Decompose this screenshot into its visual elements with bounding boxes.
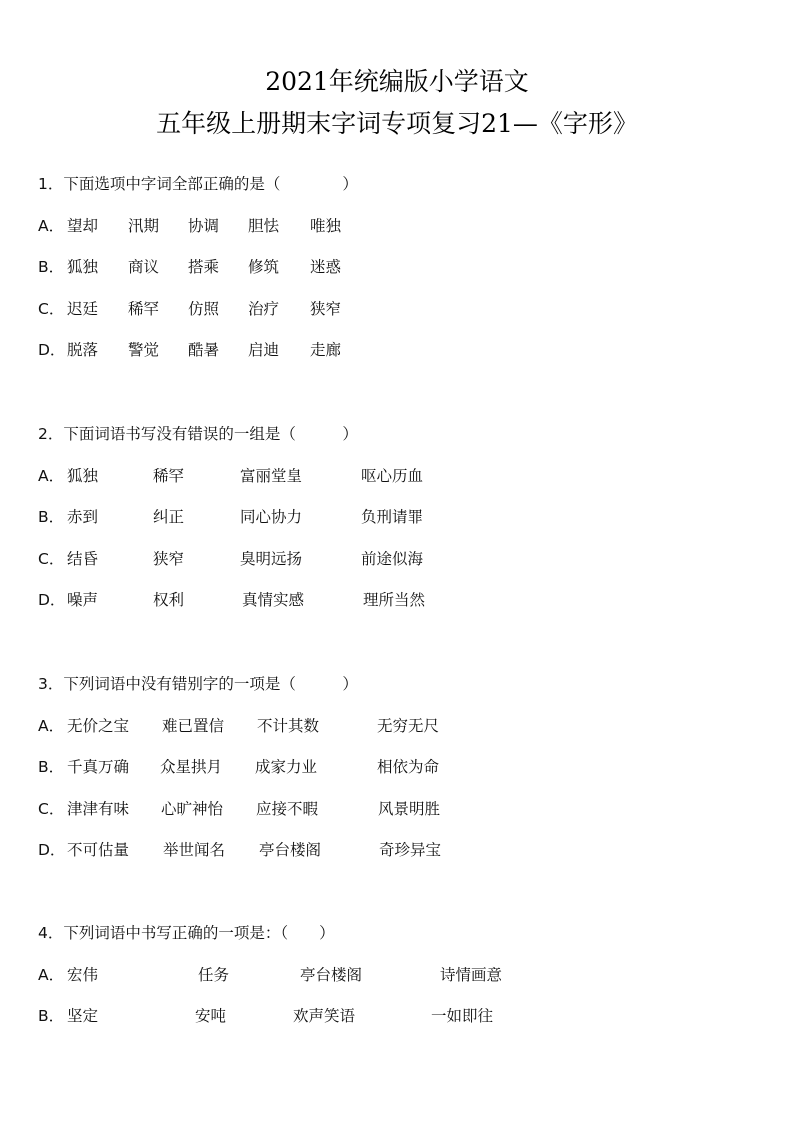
option-word: 狐独 bbox=[67, 466, 99, 485]
option-word: 相依为命 bbox=[377, 758, 440, 776]
option-label: A． bbox=[38, 965, 65, 984]
option-word: 真情实感 bbox=[242, 591, 305, 609]
option-a bbox=[38, 714, 758, 738]
option-label: D． bbox=[38, 591, 66, 609]
option-label: A． bbox=[38, 716, 65, 735]
option-word: 不可估量 bbox=[67, 841, 130, 859]
option-label: A． bbox=[38, 216, 65, 235]
option-word: 狭窄 bbox=[310, 299, 342, 318]
option-label: A． bbox=[38, 466, 65, 485]
question-stem: 4．下列词语中书写正确的一项是：（ ） bbox=[38, 924, 335, 942]
option-label: C． bbox=[38, 299, 65, 318]
option-d bbox=[38, 588, 758, 612]
option-word: 搭乘 bbox=[188, 258, 220, 276]
question-stem: 3．下列词语中没有错别字的一项是（ ） bbox=[38, 675, 358, 693]
option-word: 治疗 bbox=[248, 299, 280, 318]
option-b bbox=[38, 755, 758, 779]
option-word: 臭明远扬 bbox=[240, 549, 303, 568]
question-stem: 2．下面词语书写没有错误的一组是（ ） bbox=[38, 425, 358, 443]
option-a bbox=[38, 464, 758, 488]
option-word: 理所当然 bbox=[363, 591, 426, 609]
option-word: 修筑 bbox=[248, 258, 280, 276]
option-word: 亭台楼阁 bbox=[259, 841, 322, 859]
option-word: 一如即往 bbox=[431, 1007, 494, 1025]
option-d bbox=[38, 838, 758, 862]
option-word: 无穷无尺 bbox=[377, 716, 440, 735]
document-title: 2021年统编版小学语文 bbox=[265, 67, 529, 96]
option-word: 不计其数 bbox=[257, 716, 320, 735]
option-label: D． bbox=[38, 341, 66, 359]
option-label: B． bbox=[38, 1007, 65, 1025]
option-word: 亭台楼阁 bbox=[300, 965, 363, 984]
option-word: 胆怯 bbox=[248, 216, 280, 235]
option-word: 成家力业 bbox=[255, 758, 318, 776]
option-word: 结昏 bbox=[67, 549, 99, 568]
option-word: 无价之宝 bbox=[67, 716, 130, 735]
option-word: 安吨 bbox=[195, 1007, 227, 1025]
option-word: 赤到 bbox=[67, 508, 99, 526]
option-word: 纠正 bbox=[153, 508, 185, 526]
option-c bbox=[38, 547, 758, 571]
option-word: 仿照 bbox=[188, 299, 220, 318]
option-word: 奇珍异宝 bbox=[379, 841, 442, 859]
option-word: 稀罕 bbox=[128, 299, 160, 318]
option-a bbox=[38, 963, 758, 987]
option-label: C． bbox=[38, 799, 65, 818]
option-word: 同心协力 bbox=[240, 508, 303, 526]
option-word: 迷惑 bbox=[310, 258, 342, 276]
option-word: 稀罕 bbox=[153, 466, 185, 485]
option-word: 负刑请罪 bbox=[361, 508, 424, 526]
option-word: 风景明胜 bbox=[378, 799, 441, 818]
option-word: 富丽堂皇 bbox=[240, 466, 303, 485]
question-3 bbox=[38, 672, 758, 862]
question-4 bbox=[38, 921, 758, 1028]
question-stem: 1．下面选项中字词全部正确的是（ ） bbox=[38, 175, 358, 193]
option-word: 唯独 bbox=[310, 216, 342, 235]
option-label: B． bbox=[38, 758, 65, 776]
option-word: 酷暑 bbox=[188, 341, 220, 359]
option-label: D． bbox=[38, 841, 66, 859]
document-subtitle: 五年级上册期末字词专项复习21—《字形》 bbox=[156, 109, 638, 138]
option-word: 汛期 bbox=[128, 216, 160, 235]
option-word: 脱落 bbox=[67, 341, 99, 359]
option-label: B． bbox=[38, 508, 65, 526]
option-word: 启迪 bbox=[248, 341, 280, 359]
option-word: 宏伟 bbox=[67, 965, 99, 984]
option-word: 警觉 bbox=[128, 341, 160, 359]
option-a bbox=[38, 214, 758, 238]
option-b bbox=[38, 505, 758, 529]
option-word: 望却 bbox=[67, 216, 99, 235]
option-word: 诗情画意 bbox=[440, 965, 503, 984]
option-word: 呕心历血 bbox=[361, 466, 424, 485]
option-c bbox=[38, 297, 758, 321]
option-label: B． bbox=[38, 258, 65, 276]
option-word: 众星拱月 bbox=[160, 758, 223, 776]
option-word: 心旷神怡 bbox=[161, 799, 224, 818]
option-word: 前途似海 bbox=[361, 549, 424, 568]
option-d bbox=[38, 338, 758, 362]
question-2 bbox=[38, 422, 758, 612]
option-word: 千真万确 bbox=[67, 758, 130, 776]
option-word: 举世闻名 bbox=[163, 841, 226, 859]
option-word: 走廊 bbox=[310, 341, 342, 359]
option-word: 权利 bbox=[153, 591, 185, 609]
question-1 bbox=[38, 172, 758, 362]
option-word: 欢声笑语 bbox=[293, 1007, 356, 1025]
option-word: 噪声 bbox=[67, 591, 99, 609]
option-word: 协调 bbox=[188, 216, 220, 235]
option-word: 应接不暇 bbox=[256, 799, 319, 818]
option-word: 迟廷 bbox=[67, 299, 99, 318]
option-b bbox=[38, 1004, 758, 1028]
option-word: 狐独 bbox=[67, 258, 99, 276]
option-word: 坚定 bbox=[67, 1007, 99, 1025]
option-word: 商议 bbox=[128, 258, 160, 276]
option-b bbox=[38, 255, 758, 279]
option-word: 津津有味 bbox=[67, 799, 130, 818]
option-word: 狭窄 bbox=[153, 549, 185, 568]
option-c bbox=[38, 797, 758, 821]
option-label: C． bbox=[38, 549, 65, 568]
option-word: 难已置信 bbox=[162, 716, 225, 735]
option-word: 任务 bbox=[198, 965, 230, 984]
